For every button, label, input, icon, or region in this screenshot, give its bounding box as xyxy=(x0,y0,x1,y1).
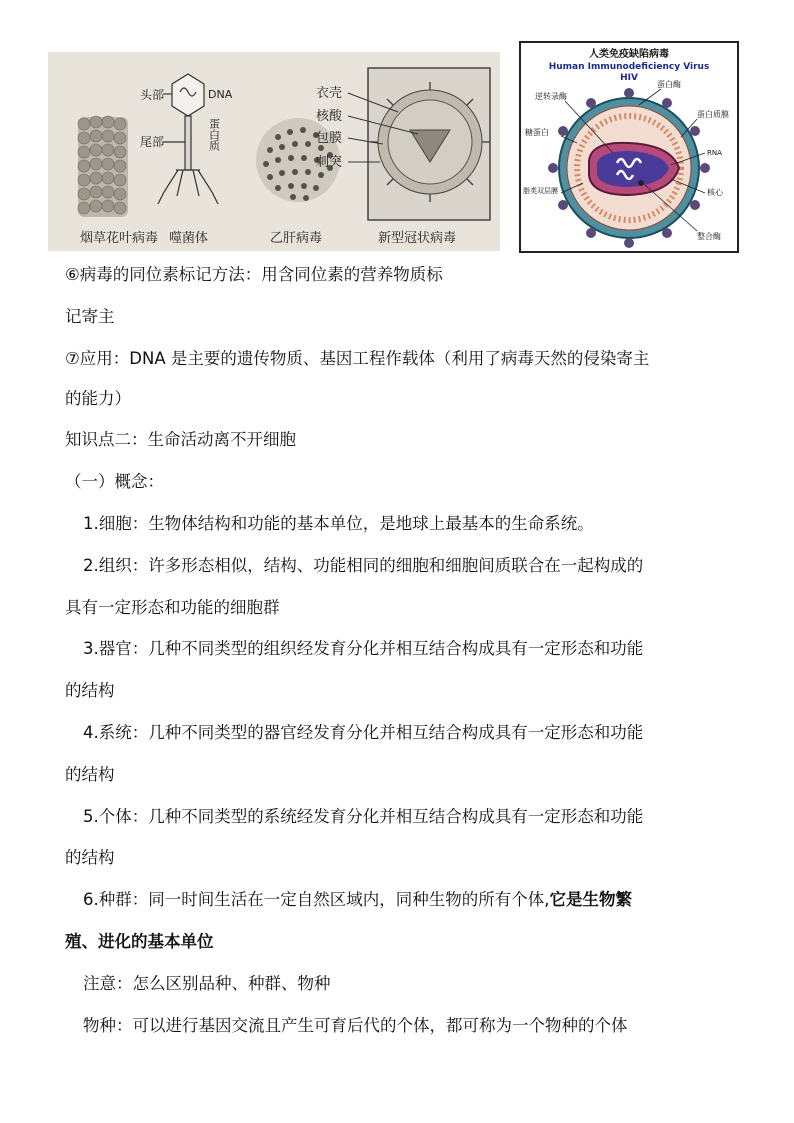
hiv-label-membrane-protein: 蛋白质膜 xyxy=(697,110,729,119)
hiv-structure-figure xyxy=(519,41,739,253)
label-covid: 新型冠状病毒 xyxy=(378,231,457,246)
text-tissue-cont: 具有一定形态和功能的细胞群 xyxy=(65,598,280,617)
hiv-label-core: 核心 xyxy=(707,188,723,197)
hiv-structure-drawing xyxy=(521,43,737,251)
label-dna: DNA xyxy=(208,88,233,101)
text-note: 注意：怎么区别品种、种群、物种 xyxy=(83,974,331,993)
heading-concept: （一）概念： xyxy=(65,472,164,491)
label-tmv: 烟草花叶病毒 xyxy=(80,231,159,246)
label-spike: 刺突 xyxy=(316,155,343,170)
text-cell: 1.细胞：生物体结构和功能的基本单位，是地球上最基本的生命系统。 xyxy=(83,514,594,533)
heading-knowledge-point-2: 知识点二：生命活动离不开细胞 xyxy=(65,430,296,449)
text-organ-cont: 的结构 xyxy=(65,681,115,700)
text-population-bold: 它是生物繁 xyxy=(549,890,632,909)
hiv-subtitle: HIV xyxy=(620,73,638,83)
text-individual-cont: 的结构 xyxy=(65,848,115,867)
text-tissue: 2.组织：许多形态相似，结构、功能相同的细胞和细胞间质联合在一起构成的 xyxy=(83,556,644,575)
text-population xyxy=(83,888,632,912)
label-head: 头部 xyxy=(140,88,165,102)
label-tail: 尾部 xyxy=(140,135,165,149)
text-individual: 5.个体：几种不同类型的系统经发育分化并相互结合构成具有一定形态和功能 xyxy=(83,807,644,826)
text-isotope-labeling-cont: 记寄主 xyxy=(65,307,115,326)
virus-structures-figure xyxy=(48,52,500,251)
label-coat: 衣壳 xyxy=(316,86,343,101)
text-application-cont: 的能力） xyxy=(65,389,131,408)
label-phage: 噬菌体 xyxy=(169,231,209,246)
hiv-label-glycoprotein: 糖蛋白 xyxy=(525,128,549,137)
hiv-label-lipid-bilayer: 脂类双层膜 xyxy=(523,187,558,195)
hiv-label-integrase: 整合酶 xyxy=(697,232,721,241)
label-nucleic: 核酸 xyxy=(316,109,343,124)
virus-structures-drawing xyxy=(48,52,500,251)
hiv-label-reverse-transcriptase: 逆转录酶 xyxy=(535,92,567,101)
text-population-plain: 6.种群：同一时间生活在一定自然区域内，同种生物的所有个体, xyxy=(83,890,550,909)
hiv-title-cn: 人类免疫缺陷病毒 xyxy=(589,49,669,60)
label-protein: 蛋白质 xyxy=(207,118,221,151)
text-species: 物种：可以进行基因交流且产生可育后代的个体，都可称为一个物种的个体 xyxy=(83,1016,628,1035)
hiv-title-en: Human Immunodeficiency Virus xyxy=(548,62,710,72)
text-isotope-labeling: ⑥病毒的同位素标记方法：用含同位素的营养物质标 xyxy=(65,265,443,284)
text-organ: 3.器官：几种不同类型的组织经发育分化并相互结合构成具有一定形态和功能 xyxy=(83,639,644,658)
hiv-label-protease: 蛋白酶 xyxy=(657,80,681,89)
label-envelope: 包膜 xyxy=(316,131,343,146)
text-system: 4.系统：几种不同类型的器官经发育分化并相互结合构成具有一定形态和功能 xyxy=(83,723,644,742)
text-system-cont: 的结构 xyxy=(65,765,115,784)
hiv-label-rna: RNA xyxy=(707,149,722,157)
tmv-illustration xyxy=(78,116,128,217)
text-application: ⑦应用：DNA 是主要的遗传物质、基因工程作载体（利用了病毒天然的侵染寄主 xyxy=(65,349,650,368)
text-population-cont: 殖、进化的基本单位 xyxy=(65,932,214,951)
label-hbv: 乙肝病毒 xyxy=(270,231,323,246)
covid-illustration xyxy=(348,68,490,220)
